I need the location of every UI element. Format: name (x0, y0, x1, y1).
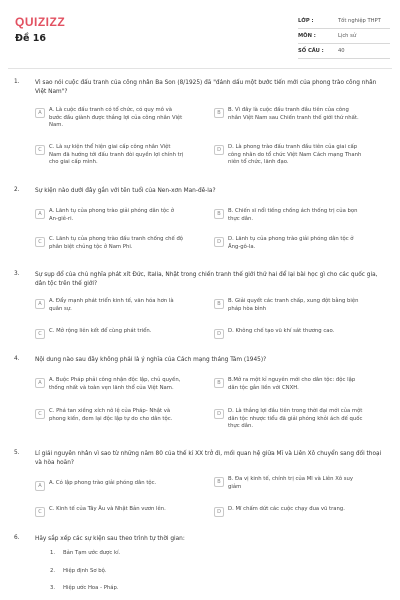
option-d[interactable] (214, 236, 363, 251)
question-1 (14, 79, 392, 175)
option-d[interactable] (214, 506, 363, 517)
option-letter-box: D (214, 329, 224, 339)
meta-label: SỐ CÂU : (298, 48, 324, 54)
sequence-text: Hiệp ước Hoa - Pháp. (63, 585, 119, 591)
meta-label: MÔN : (298, 33, 316, 39)
question-text: Vì sao nói cuộc đấu tranh của công nhân Ba Son (8/1925) đã "đánh dấu một bước tiến mới của phong trào công nhân Việt Nam"? (35, 80, 377, 95)
option-text: B. Giải quyết các tranh chấp, xung đột bằng biện pháp hòa bình (228, 298, 359, 312)
question-5 (14, 450, 392, 525)
sequence-text: Hiệp định Sơ bộ. (63, 568, 107, 574)
question-text: Hãy sắp xếp các sự kiện sau theo trình tự thời gian: (35, 536, 185, 542)
option-letter-box: A (35, 108, 45, 118)
option-letter-box: C (35, 237, 45, 247)
meta-value: Tốt nghiệp THPT (338, 18, 381, 24)
exam-title: Đề 16 (15, 33, 46, 44)
option-letter-box: B (214, 108, 224, 118)
exam-meta (298, 14, 390, 59)
question-text: Nội dung nào sau đây không phải là ý nghĩa của Cách mạng tháng Tám (1945)? (35, 357, 267, 363)
sequence-number: 2. (50, 568, 56, 574)
option-letter-box: B (214, 378, 224, 388)
option-text: A. Đẩy mạnh phát triển kinh tế, văn hóa hơn là quân sự. (49, 298, 174, 312)
option-text: C. Phá tan xiềng xích nô lệ của Pháp- Nhật và phong kiến, đem lại độc lập tự do cho dân tộc. (49, 408, 173, 422)
option-d[interactable] (214, 328, 363, 339)
option-letter-box: D (214, 409, 224, 419)
question-2 (14, 187, 392, 262)
question-text: Sự kiện nào dưới đây gắn với tên tuổi của Nen-xơn Man-đê-la? (35, 188, 216, 194)
option-d[interactable] (214, 408, 363, 431)
meta-row-class (298, 14, 390, 29)
question-6 (14, 535, 392, 597)
question-number: 3. (14, 271, 20, 277)
sequence-item (50, 585, 119, 591)
option-letter-box: C (35, 409, 45, 419)
option-letter-box: B (214, 299, 224, 309)
option-text: B. Chiến sĩ nổi tiếng chống ách thống trị của bọn thực dân. (228, 208, 358, 222)
option-letter-box: A (35, 378, 45, 388)
option-text: C. Mở rộng liên kết để cùng phát triển. (49, 328, 152, 334)
question-number: 6. (14, 535, 20, 541)
option-letter-box: A (35, 299, 45, 309)
question-number: 4. (14, 356, 20, 362)
option-b[interactable] (214, 298, 363, 313)
option-c[interactable] (35, 144, 184, 167)
option-text: D. Là thắng lợi đầu tiên trong thời đại mới của một dân tộc nhược tiểu đã giải phóng khỏi ách đế quốc thực dân. (228, 408, 363, 430)
option-letter-box: C (35, 329, 45, 339)
option-text: A. Buộc Pháp phải công nhận độc lập, chủ quyền, thống nhất và toàn vẹn lãnh thổ của Việt Nam. (49, 377, 181, 391)
option-a[interactable] (35, 480, 184, 491)
sequence-item (50, 568, 107, 574)
option-letter-box: A (35, 481, 45, 491)
option-c[interactable] (35, 236, 184, 251)
option-text: A. Lãnh tụ của phong trào giải phóng dân tộc ở An-giê-ri. (49, 208, 174, 222)
option-c[interactable] (35, 328, 184, 339)
sequence-item (50, 550, 120, 556)
sequence-text: Bản Tạm ước được kí. (63, 550, 121, 556)
header-divider (8, 68, 392, 69)
option-letter-box: B (214, 209, 224, 219)
option-text: D. Mĩ chấm dứt các cuộc chạy đua vũ trang. (228, 506, 345, 512)
meta-row-count (298, 44, 390, 59)
option-letter-box: A (35, 209, 45, 219)
option-text: D. Là phong trào đấu tranh đầu tiên của giai cấp công nhân do tổ chức Việt Nam Cách mạng Thanh niên tổ chức, lãnh đạo. (228, 144, 362, 166)
option-text: D. Không chế tạo vũ khí sát thương cao. (228, 328, 335, 334)
option-b[interactable] (214, 377, 363, 392)
question-number: 1. (14, 79, 20, 85)
option-a[interactable] (35, 107, 184, 130)
option-b[interactable] (214, 208, 363, 223)
option-a[interactable] (35, 298, 184, 313)
option-a[interactable] (35, 377, 184, 392)
question-4 (14, 356, 392, 438)
option-b[interactable] (214, 476, 363, 491)
option-c[interactable] (35, 408, 184, 423)
option-a[interactable] (35, 208, 184, 223)
option-text: A. Có lập phong trào giải phóng dân tộc. (49, 480, 157, 486)
meta-row-subject (298, 29, 390, 44)
option-text: C. Lãnh tụ của phong trào đấu tranh chống chế độ phân biệt chủng tộc ở Nam Phi. (49, 236, 184, 250)
option-letter-box: D (214, 237, 224, 247)
meta-value: 40 (338, 48, 345, 54)
meta-value: Lịch sử (338, 33, 357, 39)
option-b[interactable] (214, 107, 363, 122)
sequence-number: 1. (50, 550, 56, 556)
option-text: B.Mở ra một kỉ nguyên mới cho dân tộc: độc lập dân tộc gắn liền với CNXH. (228, 377, 356, 391)
option-text: B. Đa vị kinh tế, chính trị của Mĩ và Liên Xô suy giảm (228, 476, 354, 490)
option-text: A. Là cuộc đấu tranh có tổ chức, có quy mô và bước đầu giành được thắng lợi của công nhân Việt Nam. (49, 107, 183, 129)
option-d[interactable] (214, 144, 363, 167)
option-text: D. Lãnh tụ của phong trào giải phóng dân tộc ở Ăng-gô-la. (228, 236, 354, 250)
question-number: 5. (14, 450, 20, 456)
option-letter-box: D (214, 145, 224, 155)
option-text: B. Vì đây là cuộc đấu tranh đầu tiên của công nhân Việt Nam sau Chiến tranh thế giới thứ nhất. (228, 107, 359, 121)
option-c[interactable] (35, 506, 184, 517)
option-letter-box: C (35, 145, 45, 155)
option-text: C. Kinh tế của Tây Âu và Nhật Bản vươn lên. (49, 506, 166, 512)
quizizz-logo: QUIZIZZ (15, 15, 66, 29)
question-text: Sự sụp đổ của chủ nghĩa phát xít Đức, Italia, Nhật trong chiến tranh thế giới thứ hai để lại bài học gì cho các quốc gia, dân tộc trên thế giới? (35, 272, 378, 287)
meta-label: LỚP : (298, 18, 314, 24)
question-text: Lí giải nguyên nhân vì sao từ những năm 80 của thế kỉ XX trở đi, mối quan hệ giữa Mĩ và Liên Xô chuyển sang đối thoại và hòa hoãn? (35, 451, 382, 466)
option-letter-box: D (214, 507, 224, 517)
question-number: 2. (14, 187, 20, 193)
option-letter-box: B (214, 477, 224, 487)
option-letter-box: C (35, 507, 45, 517)
option-text: C. Là sự kiện thể hiện giai cấp công nhân Việt Nam đã hướng tới đấu tranh đòi quyền lợi chính trị cho giai cấp mình. (49, 144, 184, 166)
question-3 (14, 271, 392, 346)
sequence-number: 3. (50, 585, 56, 591)
